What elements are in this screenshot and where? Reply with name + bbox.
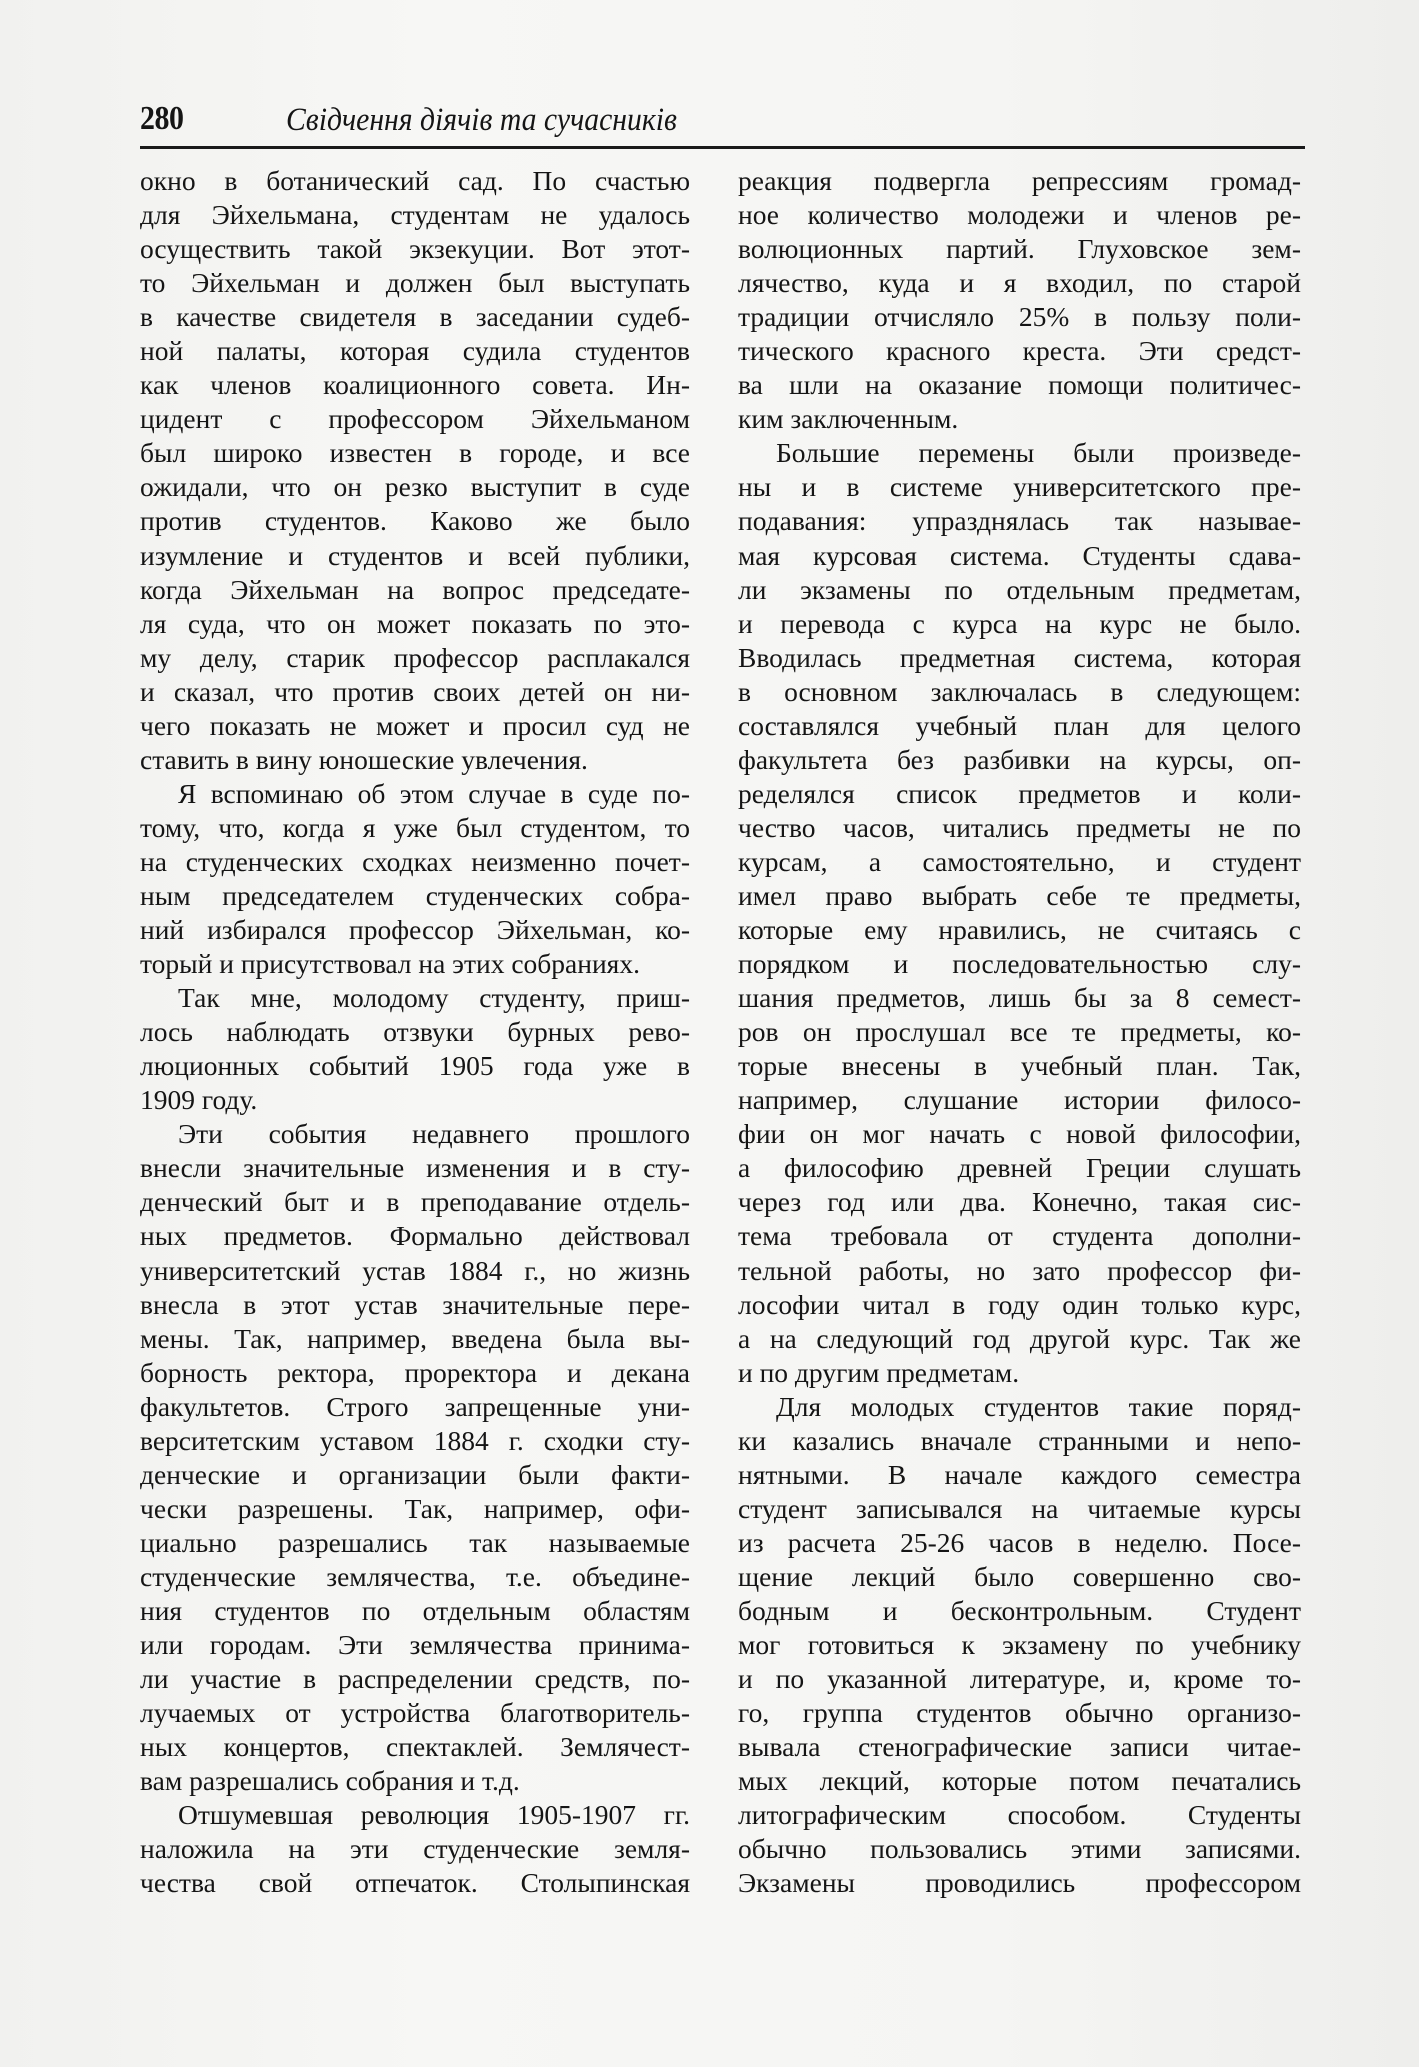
text-line: например, слушание истории филосо- (738, 1084, 1301, 1116)
text-line: цидент с профессором Эйхельманом (140, 403, 690, 435)
text-line: Вводилась предметная система, которая (738, 641, 1301, 673)
text-line: внесли значительные изменения и в сту- (140, 1152, 690, 1184)
text-line: вам разрешались собрания и т.д. (140, 1765, 520, 1797)
text-line: через год или два. Конечно, такая сис- (738, 1186, 1301, 1218)
text-line: был широко известен в городе, и все (140, 437, 690, 469)
text-line: осуществить такой экзекуции. Вот этот- (140, 233, 690, 265)
text-line: ных предметов. Формально действовал (140, 1220, 690, 1252)
text-line: 1909 году. (140, 1084, 258, 1116)
text-line: изумление и студентов и всей публики, (140, 539, 690, 571)
text-line: составлялся учебный план для целого (738, 709, 1301, 741)
text-line: ожидали, что он резко выступит в суде (140, 471, 690, 503)
text-line: щение лекций было совершенно сво- (738, 1560, 1301, 1592)
text-line: ной палаты, которая судила студентов (140, 335, 690, 367)
text-line: реакция подвергла репрессиям громад- (738, 165, 1301, 196)
text-line: в качестве свидетеля в заседании судеб- (140, 301, 690, 333)
text-line: обычно пользовались этими записями. (738, 1833, 1301, 1865)
text-line: ния студентов по отдельным областям (140, 1594, 690, 1626)
text-line: как членов коалиционного совета. Ин- (140, 369, 690, 401)
text-line: и по другим предметам. (738, 1356, 1020, 1388)
text-line: а на следующий год другой курс. Так же (738, 1322, 1301, 1354)
text-line: ли экзамены по отдельным предметам, (738, 573, 1301, 605)
text-line: традиции отчисляло 25% в пользу поли- (738, 301, 1301, 333)
text-line: университетский устав 1884 г., но жизнь (140, 1254, 690, 1286)
text-line: лячество, куда и я входил, по старой (738, 267, 1301, 299)
text-line: ным председателем студенческих собра- (140, 879, 690, 911)
text-line: для Эйхельмана, студентам не удалось (140, 199, 690, 231)
header-rule (140, 146, 1305, 149)
text-line: тема требовала от студента дополни- (738, 1220, 1301, 1252)
text-line: окно в ботанический сад. По счастью (140, 165, 690, 196)
text-line: го, группа студентов обычно организо- (738, 1697, 1301, 1729)
text-line: люционных событий 1905 года уже в (140, 1050, 690, 1082)
text-line: нятными. В начале каждого семестра (738, 1458, 1301, 1490)
text-line: мых лекций, которые потом печатались (738, 1765, 1301, 1797)
paragraph-first-line: Эти события недавнего прошлого (178, 1118, 690, 1150)
text-line: торые внесены в учебный план. Так, (738, 1050, 1301, 1082)
text-line: то Эйхельман и должен был выступать (140, 267, 690, 299)
text-line: а философию древней Греции слушать (738, 1152, 1301, 1184)
text-line: денческий быт и в преподавание отдель- (140, 1186, 690, 1218)
text-line: ки казались вначале странными и непо- (738, 1424, 1301, 1456)
text-line: Экзамены проводились профессором (738, 1867, 1301, 1899)
left-column (140, 164, 690, 1900)
paragraph-first-line: Большие перемены были произведе- (776, 437, 1301, 469)
text-line: внесла в этот устав значительные пере- (140, 1288, 690, 1320)
text-line: порядком и последовательностью слу- (738, 948, 1301, 980)
text-line: мая курсовая система. Студенты сдава- (738, 539, 1301, 571)
text-line: борность ректора, проректора и декана (140, 1356, 690, 1388)
text-line: верситетским уставом 1884 г. сходки сту- (140, 1424, 690, 1456)
text-line: чего показать не может и просил суд не (140, 709, 690, 741)
text-line: на студенческих сходках неизменно почет- (140, 845, 690, 877)
text-line: шания предметов, лишь бы за 8 семест- (738, 982, 1301, 1014)
text-line: мог готовиться к экзамену по учебнику (738, 1629, 1301, 1661)
text-line: студент записывался на читаемые курсы (738, 1492, 1301, 1524)
paragraph-first-line: Так мне, молодому студенту, приш- (178, 982, 690, 1014)
text-line: которые ему нравились, не считаясь с (738, 914, 1301, 946)
text-line: торый и присутствовал на этих собраниях. (140, 948, 640, 980)
text-line: мены. Так, например, введена была вы- (140, 1322, 690, 1354)
text-line: денческие и организации были факти- (140, 1458, 690, 1490)
text-line: тического красного креста. Эти средст- (738, 335, 1301, 367)
text-line: вывала стенографические записи читае- (738, 1731, 1301, 1763)
text-line: му делу, старик профессор расплакался (140, 641, 690, 673)
paragraph-first-line: Отшумевшая революция 1905-1907 гг. (178, 1799, 690, 1831)
text-line: ны и в системе университетского пре- (738, 471, 1301, 503)
text-line: или городам. Эти землячества принима- (140, 1629, 690, 1661)
text-line: тому, что, когда я уже был студентом, то (140, 811, 690, 843)
text-line: литографическим способом. Студенты (738, 1799, 1301, 1831)
text-line: фии он мог начать с новой философии, (738, 1118, 1301, 1150)
text-line: и сказал, что против своих детей он ни- (140, 675, 690, 707)
page-header (140, 100, 1305, 144)
right-column (738, 164, 1301, 1900)
running-title: Свідчення діячів та сучасників (286, 102, 677, 138)
text-line: лософии читал в году один только курс, (738, 1288, 1301, 1320)
text-line: ким заключенным. (738, 403, 959, 435)
page-number: 280 (140, 100, 184, 137)
text-line: из расчета 25-26 часов в неделю. Посе- (738, 1526, 1301, 1558)
text-line: наложила на эти студенческие земля- (140, 1833, 690, 1865)
text-line: бодным и бесконтрольным. Студент (738, 1594, 1301, 1626)
text-line: лось наблюдать отзвуки бурных рево- (140, 1016, 690, 1048)
text-line: тельной работы, но зато профессор фи- (738, 1254, 1301, 1286)
paragraph-first-line: Для молодых студентов такие поряд- (776, 1390, 1301, 1422)
text-line: ных концертов, спектаклей. Землячест- (140, 1731, 690, 1763)
text-line: подавания: упразднялась так называе- (738, 505, 1301, 537)
text-line: циально разрешались так называемые (140, 1526, 690, 1558)
text-line: лучаемых от устройства благотворитель- (140, 1697, 690, 1729)
text-line: чество часов, читались предметы не по (738, 811, 1301, 843)
text-line: факультетов. Строго запрещенные уни- (140, 1390, 690, 1422)
paragraph-first-line: Я вспоминаю об этом случае в суде по- (178, 777, 690, 809)
text-line: когда Эйхельман на вопрос председате- (140, 573, 690, 605)
text-line: и перевода с курса на курс не было. (738, 607, 1301, 639)
text-line: студенческие землячества, т.е. объедине- (140, 1560, 690, 1592)
text-line: против студентов. Каково же было (140, 505, 690, 537)
text-line: курсам, а самостоятельно, и студент (738, 845, 1301, 877)
text-line: ли участие в распределении средств, по- (140, 1663, 690, 1695)
text-line: ний избирался профессор Эйхельман, ко- (140, 914, 690, 946)
text-line: факультета без разбивки на курсы, оп- (738, 743, 1301, 775)
text-line: ставить в вину юношеские увлечения. (140, 743, 588, 775)
text-line: волюционных партий. Глуховское зем- (738, 233, 1301, 265)
text-line: ределялся список предметов и коли- (738, 777, 1301, 809)
text-line: и по указанной литературе, и, кроме то- (738, 1663, 1301, 1695)
text-line: ров он прослушал все те предметы, ко- (738, 1016, 1301, 1048)
text-line: чества свой отпечаток. Столыпинская (140, 1867, 690, 1899)
text-line: ное количество молодежи и членов ре- (738, 199, 1301, 231)
text-line: в основном заключалась в следующем: (738, 675, 1301, 707)
text-line: ва шли на оказание помощи политичес- (738, 369, 1301, 401)
text-line: имел право выбрать себе те предметы, (738, 879, 1301, 911)
text-line: чески разрешены. Так, например, офи- (140, 1492, 690, 1524)
text-line: ля суда, что он может показать по это- (140, 607, 690, 639)
